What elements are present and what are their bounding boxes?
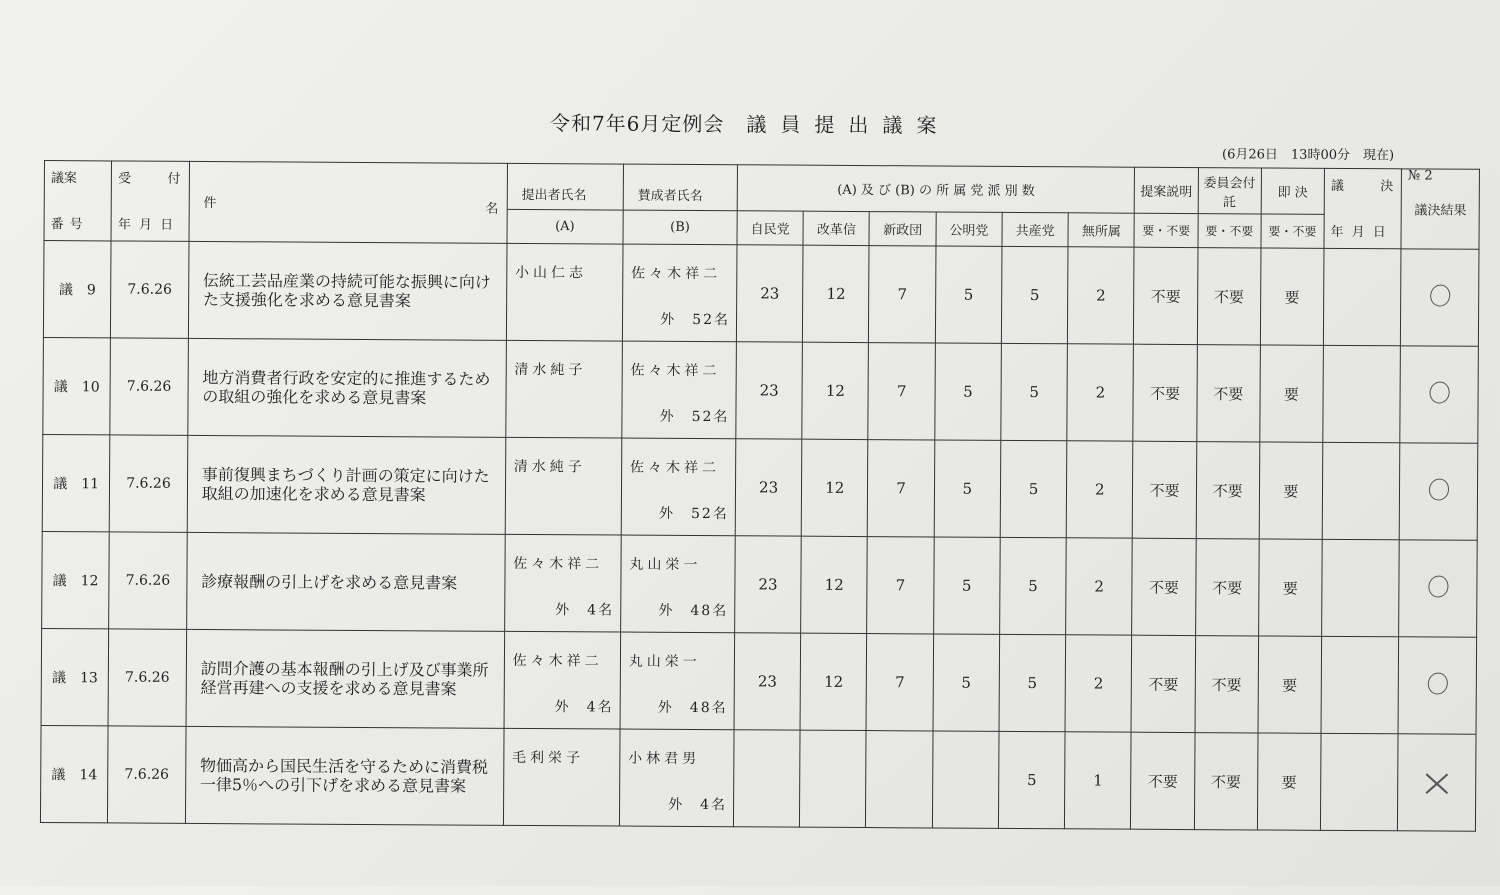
table-row	[42, 532, 1478, 638]
count-independent: 2	[1065, 635, 1132, 732]
header-received-date: 受 付 年 月 日	[111, 161, 189, 241]
count-komeito: 5	[934, 440, 1001, 537]
result-mark	[1427, 380, 1451, 406]
result-cell	[1398, 637, 1476, 734]
supporter-extra: 外 48名	[657, 699, 728, 717]
header-row-1	[44, 161, 1479, 216]
explain-required: 不要	[1133, 344, 1197, 441]
bill-subject: 診療報酬の引上げを求める意見書案	[186, 532, 505, 631]
header-immediate-yn: 要・不要	[1261, 214, 1324, 248]
count-ldp	[733, 730, 800, 827]
proposer-cell	[506, 243, 623, 341]
immediate-required: 要	[1259, 442, 1323, 539]
bill-number: 議 14	[40, 726, 108, 823]
proposer-cell	[504, 631, 621, 729]
committee-required: 不要	[1196, 345, 1260, 442]
header-supporter-sub: (B)	[623, 210, 737, 245]
immediate-required: 要	[1258, 539, 1322, 636]
count-komeito	[932, 731, 999, 828]
count-shinseidan: 7	[867, 537, 934, 634]
count-komeito: 5	[933, 537, 1000, 634]
count-ldp: 23	[734, 633, 801, 730]
supporter-cell	[619, 729, 734, 827]
bill-number: 議 13	[41, 629, 109, 726]
supporter-extra: 外 52名	[660, 311, 731, 329]
committee-required: 不要	[1195, 539, 1259, 636]
supporter-extra: 外 52名	[658, 505, 729, 523]
count-kaikakushin: 12	[801, 536, 868, 633]
supporter-cell	[622, 244, 737, 342]
proposer-cell	[505, 340, 622, 438]
committee-required: 不要	[1195, 636, 1259, 733]
header-party-3: 新政団	[869, 212, 935, 246]
count-shinseidan: 7	[866, 634, 933, 731]
supporter-cell	[620, 632, 735, 730]
header-bill-number: 議案 番号	[44, 161, 112, 241]
count-independent: 2	[1066, 538, 1133, 635]
proposer-extra: 外 4名	[554, 699, 614, 716]
decision-date	[1323, 345, 1401, 442]
title-prefix: 令和7年6月定例会	[549, 111, 725, 137]
count-kaikakushin: 12	[802, 342, 869, 439]
result-cell	[1401, 249, 1479, 346]
supporter-name: 丸山栄一	[629, 556, 702, 574]
proposer-cell	[505, 437, 622, 535]
count-jcp: 5	[999, 634, 1066, 731]
table-body	[40, 241, 1479, 832]
page-number: № 2	[1407, 168, 1433, 184]
header-explain: 提案説明	[1135, 167, 1198, 213]
supporter-name: 佐々木祥二	[630, 362, 721, 380]
header-result: 議決結果	[1401, 169, 1479, 249]
result-cell	[1399, 540, 1477, 637]
received-date: 7.6.26	[111, 241, 189, 338]
header-supporter: 賛成者氏名	[623, 164, 737, 211]
supporter-extra: 外 52名	[659, 408, 730, 426]
count-kaikakushin	[800, 730, 867, 827]
header-party-4: 公明党	[936, 212, 1002, 246]
result-mark	[1427, 477, 1451, 503]
explain-required: 不要	[1134, 247, 1198, 344]
header-decision-date: 議 決 年 月 日	[1324, 168, 1402, 248]
supporter-name: 小林君男	[628, 750, 701, 768]
document-title	[0, 104, 1500, 142]
count-komeito: 5	[935, 246, 1002, 343]
decision-date	[1321, 636, 1399, 733]
supporter-name: 佐々木祥二	[629, 459, 721, 477]
bill-subject: 事前復興まちづくり計画の策定に向けた取組の加速化を求める意見書案	[187, 435, 506, 534]
table-row	[41, 629, 1477, 735]
header-immediate: 即 決	[1261, 168, 1324, 214]
committee-required: 不要	[1194, 733, 1258, 830]
table-row	[43, 241, 1479, 347]
bill-subject: 物価高から国民生活を守るために消費税一律5％への引下げを求める意見書案	[185, 726, 504, 825]
count-ldp: 23	[736, 245, 803, 342]
table-row	[43, 338, 1479, 444]
proposer-cell	[503, 728, 620, 826]
supporter-cell	[620, 535, 735, 633]
explain-required: 不要	[1133, 441, 1197, 538]
received-date: 7.6.26	[108, 726, 186, 823]
result-cell	[1400, 346, 1478, 443]
bill-subject: 訪問介護の基本報酬の引上げ及び事業所経営再建への支援を求める意見書案	[186, 629, 505, 728]
count-jcp: 5	[1000, 537, 1067, 634]
count-kaikakushin: 12	[800, 633, 867, 730]
header-committee-yn: 要・不要	[1198, 214, 1261, 248]
count-komeito: 5	[933, 634, 1000, 731]
bill-subject: 地方消費者行政を安定的に推進するための取組の強化を求める意見書案	[188, 338, 507, 437]
count-ldp: 23	[735, 536, 802, 633]
count-ldp: 23	[736, 342, 803, 439]
proposer-name: 清水純子	[513, 458, 586, 476]
count-shinseidan	[866, 731, 933, 828]
header-party-2: 改革信	[803, 211, 869, 245]
count-jcp: 5	[1000, 440, 1067, 537]
bill-number: 議 9	[43, 241, 111, 338]
proposer-extra: 外 4名	[555, 602, 615, 619]
count-independent: 2	[1066, 441, 1133, 538]
bill-number: 議 12	[42, 532, 110, 629]
received-date: 7.6.26	[109, 435, 187, 532]
as-of-timestamp: (6月26日 13時00分 現在)	[1222, 147, 1395, 164]
result-cell	[1400, 443, 1478, 540]
bills-table	[40, 160, 1480, 832]
decision-date	[1323, 248, 1401, 345]
explain-required: 不要	[1131, 732, 1195, 829]
header-party-group: (A) 及 び (B) の 所 属 党 派 別 数	[737, 165, 1135, 213]
supporter-cell	[622, 341, 737, 439]
count-shinseidan: 7	[869, 246, 936, 343]
immediate-required: 要	[1260, 345, 1324, 442]
supporter-name: 丸山栄一	[628, 653, 701, 671]
header-party-6: 無所属	[1068, 213, 1134, 247]
bill-number: 議 11	[42, 435, 110, 532]
count-independent: 2	[1067, 344, 1134, 441]
header-proposer-sub: (A)	[507, 209, 623, 244]
proposer-name: 佐々木祥二	[513, 555, 604, 573]
immediate-required: 要	[1258, 636, 1322, 733]
count-shinseidan: 7	[868, 440, 935, 537]
count-jcp: 5	[1001, 246, 1068, 343]
immediate-required: 要	[1257, 733, 1321, 830]
committee-required: 不要	[1197, 248, 1261, 345]
result-cell	[1398, 734, 1476, 831]
received-date: 7.6.26	[109, 532, 187, 629]
count-kaikakushin: 12	[801, 439, 868, 536]
count-jcp: 5	[1001, 343, 1068, 440]
received-date: 7.6.26	[108, 629, 186, 726]
result-mark	[1425, 671, 1449, 697]
proposer-name: 清水純子	[514, 361, 587, 379]
header-proposer: 提出者氏名	[507, 163, 623, 210]
proposer-cell	[504, 534, 621, 632]
result-mark: ×	[1418, 759, 1456, 806]
count-jcp: 5	[998, 731, 1065, 828]
supporter-extra: 外 48名	[658, 602, 729, 620]
proposer-name: 毛利栄子	[511, 749, 585, 767]
committee-required: 不要	[1196, 442, 1260, 539]
result-mark	[1428, 283, 1452, 309]
supporter-cell	[621, 438, 736, 536]
decision-date	[1320, 733, 1398, 830]
count-ldp: 23	[735, 439, 802, 536]
explain-required: 不要	[1131, 635, 1195, 732]
header-explain-yn: 要・不要	[1134, 213, 1197, 247]
count-independent: 1	[1065, 732, 1132, 829]
header-party-5: 共産党	[1002, 212, 1068, 246]
bill-number: 議 10	[43, 338, 111, 435]
received-date: 7.6.26	[110, 338, 188, 435]
decision-date	[1322, 442, 1400, 539]
supporter-extra: 外 4名	[668, 796, 728, 814]
bill-subject: 伝統工芸品産業の持続可能な振興に向けた支援強化を求める意見書案	[188, 241, 507, 340]
table-row	[40, 726, 1476, 832]
count-independent: 2	[1068, 247, 1135, 344]
decision-date	[1322, 539, 1400, 636]
immediate-required: 要	[1260, 248, 1324, 345]
count-komeito: 5	[934, 343, 1001, 440]
header-committee: 委員会付託	[1198, 168, 1261, 214]
header-party-1: 自民党	[737, 211, 803, 245]
header-subject: 件 名	[189, 161, 507, 243]
proposer-name: 小山仁志	[514, 264, 588, 282]
explain-required: 不要	[1132, 538, 1196, 635]
proposer-name: 佐々木祥二	[512, 652, 603, 670]
table-row	[42, 435, 1478, 541]
result-mark	[1426, 574, 1450, 600]
title-main: 議員提出議案	[746, 112, 951, 138]
count-shinseidan: 7	[868, 343, 935, 440]
count-kaikakushin: 12	[803, 245, 870, 342]
supporter-name: 佐々木祥二	[631, 265, 722, 283]
